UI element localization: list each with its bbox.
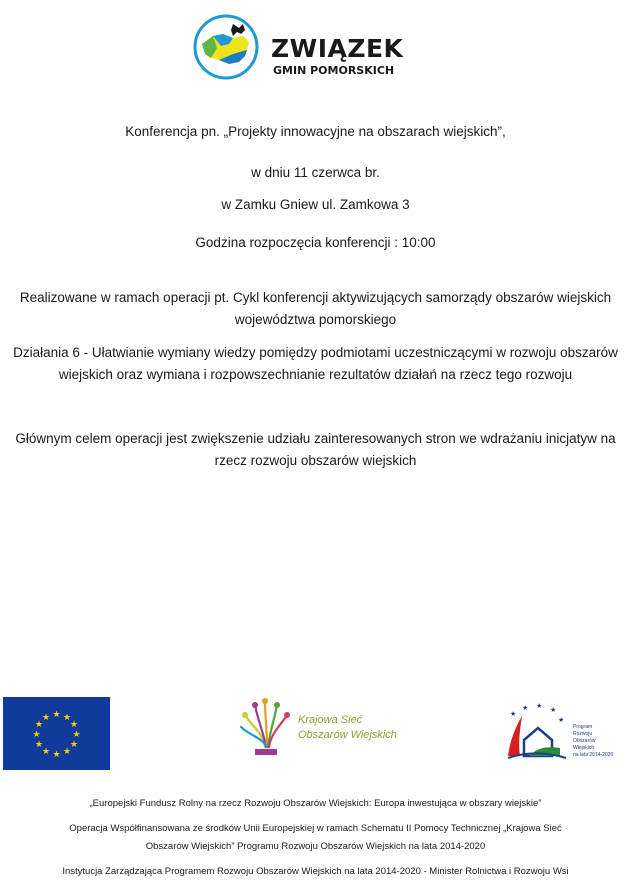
svg-text:★: ★ — [72, 729, 81, 739]
association-logo — [193, 14, 405, 84]
realization-paragraph: Realizowane w ramach operacji pt. Cykl konferencji aktywizujących samorządy obszarów wiejskich województwa pomorskiego — [19, 290, 612, 327]
prow-line-2: Rozwoju — [573, 731, 593, 737]
event-date: w dniu 11 czerwca br. — [251, 165, 380, 180]
prow-line-5: na lata 2014-2020 — [573, 752, 614, 758]
action-paragraph: Działania 6 - Ułatwianie wymiany wiedzy pomiędzy podmiotami uczestniczącymi w rozwoju obszarów wiejskich oraz wymiana i rozpowszechnianie rezultatów działań na rzecz tego rozwoju — [13, 345, 618, 382]
svg-text:★: ★ — [32, 729, 41, 739]
footer-managing-authority: Instytucja Zarządzająca Programem Rozwoju Obszarów Wiejskich na lata 2014-2020 - Minister Rolnictwa i Rozwoju Wsi — [62, 866, 569, 877]
prow-line-4: Wiejskich — [573, 745, 595, 751]
event-start-time: Godzina rozpoczęcia konferencji : 10:00 — [195, 235, 436, 250]
ksow-plant-icon — [237, 697, 297, 759]
logo-subtitle: GMIN POMORSKICH — [273, 64, 395, 77]
svg-text:★: ★ — [69, 719, 79, 729]
footer-cofinancing-line-1: Operacja Współfinansowana ze środków Unii Europejskiej w ramach Schematu II Pomocy Technicznej „Krajowa Sieć — [69, 823, 562, 834]
prow-emblem-icon — [500, 700, 570, 766]
svg-text:★: ★ — [536, 703, 543, 710]
ksow-line-1: Krajowa Sieć — [298, 714, 363, 726]
svg-text:★: ★ — [52, 709, 61, 719]
svg-text:★: ★ — [550, 707, 557, 714]
svg-text:★: ★ — [522, 705, 529, 712]
svg-text:★: ★ — [34, 739, 44, 749]
svg-text:★: ★ — [558, 717, 565, 724]
event-title: Konferencja pn. „Projekty innowacyjne na obszarach wiejskich”, — [125, 124, 506, 139]
svg-text:★: ★ — [62, 712, 72, 722]
logo-title: ZWIĄZEK — [271, 34, 404, 63]
svg-text:★: ★ — [41, 746, 51, 756]
footer-eafrd-motto: „Europejski Fundusz Rolny na rzecz Rozwoju Obszarów Wiejskich: Europa inwestująca w obszary wiejskie” — [89, 798, 542, 809]
pomerania-map-icon — [193, 14, 259, 80]
svg-text:★: ★ — [510, 711, 517, 718]
footer-cofinancing-line-2: Obszarów Wiejskich” Programu Rozwoju Obszarów Wiejskich na lata 2014-2020 — [145, 841, 486, 852]
event-place: w Zamku Gniew ul. Zamkowa 3 — [221, 197, 410, 212]
svg-text:★: ★ — [62, 746, 72, 756]
ksow-name — [298, 713, 397, 743]
svg-text:★: ★ — [41, 712, 51, 722]
svg-text:★: ★ — [52, 749, 61, 759]
goal-paragraph: Głównym celem operacji jest zwiększenie udziału zainteresowanych stron we wdrażaniu inicjatyw na rzecz rozwoju obszarów wiejskich — [15, 431, 616, 468]
prow-name — [573, 724, 613, 759]
prow-line-3: Obszarów — [573, 738, 596, 744]
svg-text:★: ★ — [69, 739, 79, 749]
ksow-line-2: Obszarów Wiejskich — [298, 729, 397, 741]
eu-flag-icon — [3, 697, 110, 770]
prow-line-1: Program — [573, 724, 593, 730]
svg-text:★: ★ — [34, 719, 44, 729]
